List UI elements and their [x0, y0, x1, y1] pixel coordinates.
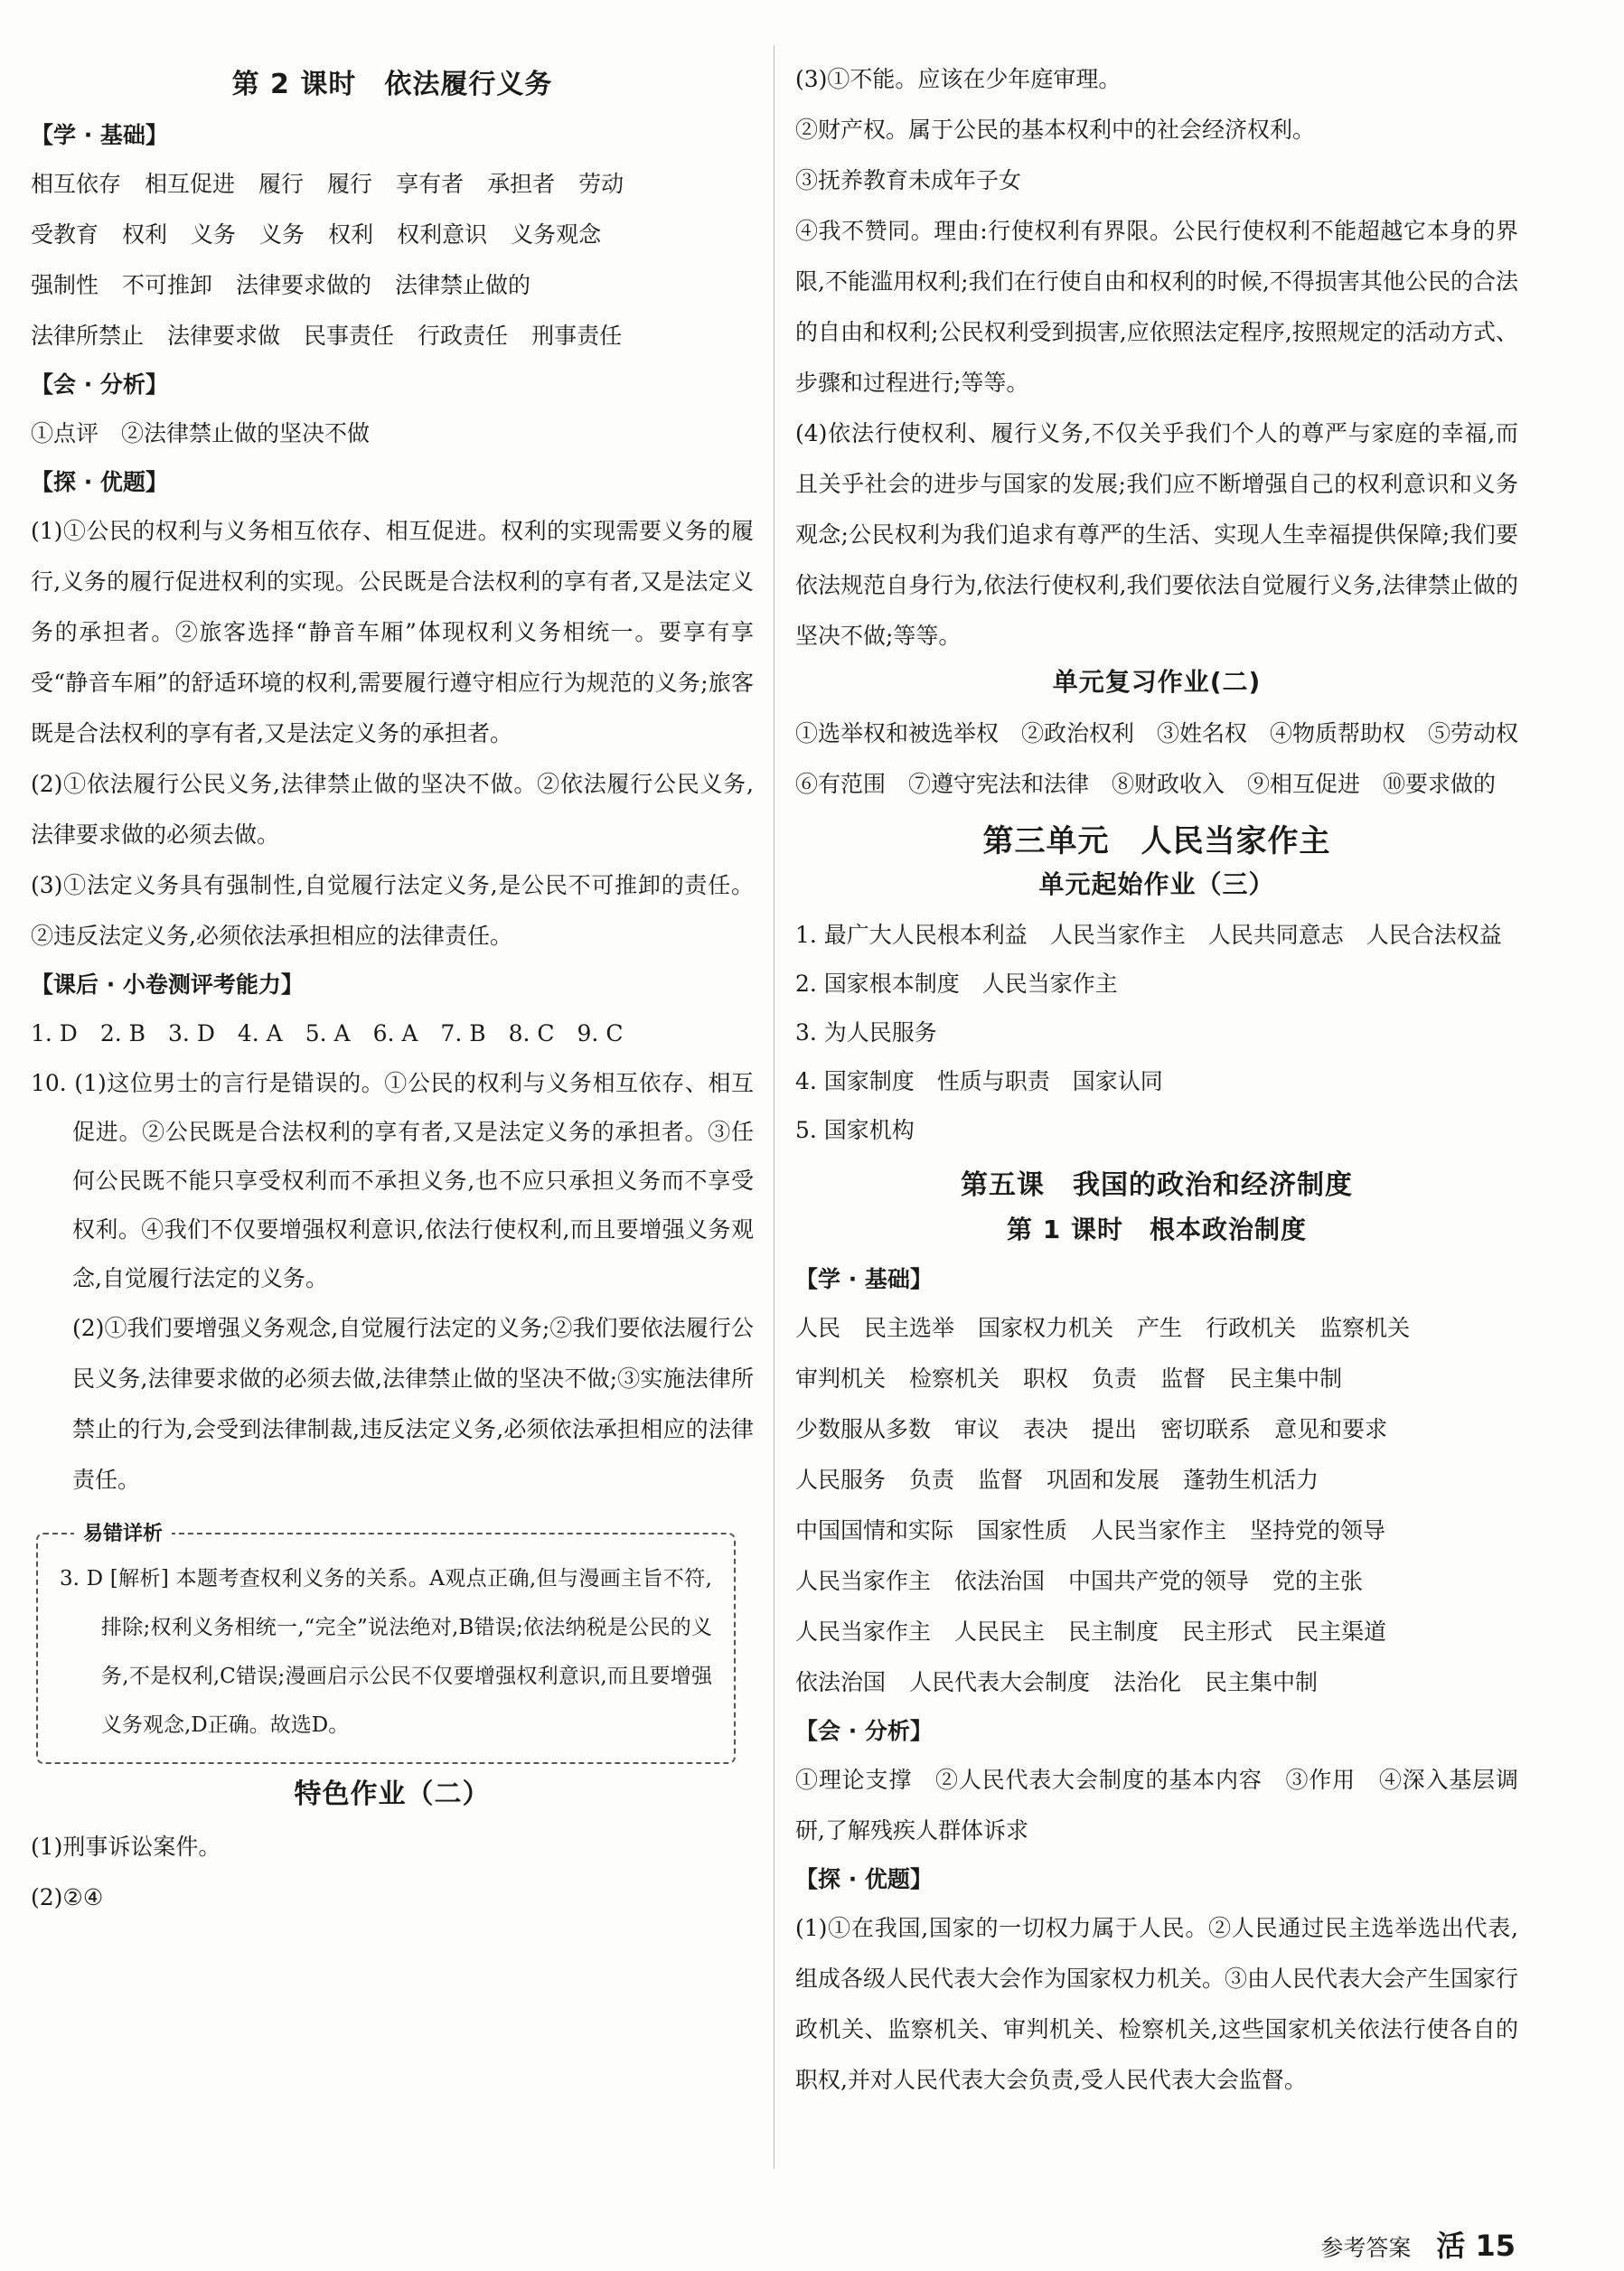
- answer-term: 法律所禁止: [31, 323, 145, 349]
- hui-answer: ①理论支撑 ②人民代表大会制度的基本内容 ③作用 ④深入基层调研,了解残疾人群体诉求: [795, 1767, 1518, 1844]
- answer-row: [31, 159, 754, 210]
- answer-row: [795, 1455, 1518, 1506]
- r4-answer: (4)依法行使权利、履行义务,不仅关乎我们个人的尊严与家庭的幸福,而且关乎社会的进步与国家的发展;我们应不断增强自己的权利意识和义务观念;公民权利为我们追求有尊严的生活、实现人生幸福提供保障;我们要依法规范自身行为,依法行使权利,我们要依法自觉履行义务,法律禁止做的坚决不做;等等。: [795, 420, 1518, 649]
- answer-term: 负责: [1092, 1365, 1138, 1392]
- answer-term: 法律禁止做的: [395, 272, 531, 298]
- section-label-hui: 【会 · 分析】: [31, 371, 168, 398]
- answer-term: 党的主张: [1272, 1568, 1364, 1594]
- answer-term: 劳动: [578, 171, 624, 197]
- tese-heading: 特色作业（二）: [294, 1778, 491, 1810]
- section-label-xue: 【学 · 基础】: [795, 1266, 933, 1292]
- answer-term: 民主集中制: [1205, 1669, 1319, 1695]
- section-label-xue: 【学 · 基础】: [31, 122, 168, 148]
- answer-term: 人民当家作主: [795, 1619, 932, 1645]
- error-analysis-text: 3. D [解析] 本题考查权利义务的关系。A观点正确,但与漫画主旨不符,排除;权利义务相统一,“完全”说法绝对,B错误;依法纳税是公民的义务,不是权利,C错误;漫画启示公民不仅要增强权利意识,而且要增强义务观念,D正确。故选D。: [60, 1567, 712, 1737]
- answer-row: [795, 1607, 1518, 1657]
- answer-term: 权利: [122, 221, 168, 248]
- unit-title: 第三单元 人民当家作主: [982, 823, 1331, 859]
- answer-term: 权利: [328, 221, 374, 248]
- answer-term: 履行: [327, 171, 373, 197]
- answer-term: 审议: [954, 1416, 1000, 1442]
- answer-term: 行政机关: [1206, 1315, 1297, 1341]
- answer-term: 相互促进: [145, 171, 236, 197]
- review-heading: 单元复习作业(二): [1052, 667, 1262, 697]
- answer-row: [795, 1303, 1518, 1354]
- q10-answer-2: (2)①我们要增强义务观念,自觉履行法定的义务;②我们要依法履行公民义务,法律要求做的必须去做,法律禁止做的坚决不做;③实施法律所禁止的行为,会受到法律制裁,违反法定义务,必须依法承担相应的法律责任。: [72, 1315, 754, 1493]
- answer-row: [31, 260, 754, 311]
- r3-answer-2: ②财产权。属于公民的基本权利中的社会经济权利。: [795, 117, 1316, 143]
- answer-row: [795, 1404, 1518, 1455]
- answer-term: 人民当家作主: [795, 1568, 932, 1594]
- answer-term: 民主制度: [1068, 1619, 1159, 1645]
- tan-answer-3: (3)①法定义务具有强制性,自觉履行法定义务,是公民不可推卸的责任。②违反法定义务,必须依法承担相应的法律责任。: [31, 872, 754, 949]
- r3-answer-4: ④我不赞同。理由:行使权利有界限。公民行使权利不能超越它本身的界限,不能滥用权利;我们在行使自由和权利的时候,不得损害其他公民的合法的自由和权利;公民权利受到损害,应依照法定程序,按照规定的活动方式、步骤和过程进行;等等。: [795, 218, 1518, 396]
- answer-term: 权利意识: [397, 221, 488, 248]
- xue-answer-rows: [31, 159, 754, 361]
- start-answer-item: 5. 国家机构: [795, 1117, 915, 1143]
- answer-term: 民事责任: [304, 323, 395, 349]
- xue-answer-rows: [795, 1303, 1518, 1708]
- answer-term: 履行: [258, 171, 305, 197]
- answer-term: 检察机关: [909, 1365, 1000, 1392]
- answer-term: 负责: [909, 1467, 955, 1493]
- answer-term: 中国共产党的领导: [1068, 1568, 1250, 1594]
- answer-term: 法律要求做: [167, 323, 281, 349]
- section-label-tan: 【探 · 优题】: [31, 469, 168, 495]
- answer-term: 法治化: [1113, 1669, 1182, 1695]
- answer-term: 人民: [795, 1315, 841, 1341]
- answer-term: 承担者: [487, 171, 556, 197]
- answer-term: 人民民主: [954, 1619, 1046, 1645]
- tese-answer-1: (1)刑事诉讼案件。: [31, 1834, 221, 1860]
- tan-answer-1: (1)①在我国,国家的一切权力属于人民。②人民通过民主选举选出代表,组成各级人民代表大会作为国家权力机关。③由人民代表大会产生国家行政机关、监察机关、审判机关、检察机关,这些国家机关依法行使各自的职权,并对人民代表大会负责,受人民代表大会监督。: [795, 1915, 1519, 2093]
- page-number: 活 15: [1436, 2229, 1516, 2263]
- tan-answer-2: (2)①依法履行公民义务,法律禁止做的坚决不做。②依法履行公民义务,法律要求做的必须去做。: [31, 771, 754, 848]
- q10-answer-1: 10. (1)这位男士的言行是错误的。①公民的权利与义务相互依存、相互促进。②公民既是合法权利的享有者,又是法定义务的承担者。③任何公民既不能只享受权利而不承担义务,也不应只承担义务而不享受权利。④我们不仅要增强权利意识,依法行使权利,而且要增强义务观念,自觉履行法定的义务。: [31, 1070, 754, 1291]
- section-label-tan: 【探 · 优题】: [795, 1866, 933, 1892]
- review-answers: ①选举权和被选举权 ②政治权利 ③姓名权 ④物质帮助权 ⑤劳动权 ⑥有范围 ⑦遵守宪法和法律 ⑧财政收入 ⑨相互促进 ⑩要求做的: [795, 720, 1542, 797]
- hui-answer: ①点评 ②法律禁止做的坚决不做: [31, 420, 371, 446]
- answer-term: 坚持党的领导: [1250, 1517, 1386, 1544]
- answer-term: 民主渠道: [1296, 1619, 1387, 1645]
- answer-term: 少数服从多数: [795, 1416, 932, 1442]
- answer-term: 民主集中制: [1229, 1365, 1343, 1392]
- answer-row: [795, 1556, 1518, 1607]
- answer-term: 职权: [1023, 1365, 1069, 1392]
- answer-term: 人民服务: [795, 1467, 887, 1493]
- answer-term: 人民当家作主: [1091, 1517, 1227, 1544]
- answer-term: 民主选举: [864, 1315, 955, 1341]
- answer-term: 强制性: [31, 272, 99, 298]
- answer-term: 提出: [1092, 1416, 1138, 1442]
- answer-row: [795, 1354, 1518, 1404]
- answer-term: 蓬勃生机活力: [1183, 1467, 1319, 1493]
- answer-term: 民主形式: [1182, 1619, 1273, 1645]
- error-analysis-box: [36, 1523, 736, 1764]
- answer-term: 义务: [259, 221, 305, 248]
- answer-term: 受教育: [31, 221, 99, 248]
- footer-label: 参考答案: [1320, 2235, 1412, 2261]
- answer-term: 法律要求做的: [236, 272, 372, 298]
- answer-row: [795, 1657, 1518, 1708]
- answer-term: 依法治国: [954, 1568, 1046, 1594]
- answer-term: 刑事责任: [531, 323, 623, 349]
- start-answer-item: 1. 最广大人民根本利益 人民当家作主 人民共同意志 人民合法权益: [795, 922, 1502, 948]
- answer-term: 义务观念: [511, 221, 602, 248]
- answer-term: 人民代表大会制度: [909, 1669, 1091, 1695]
- choice-answers: 1. D 2. B 3. D 4. A 5. A 6. A 7. B 8. C 9. C: [31, 1020, 624, 1046]
- error-analysis-title: 易错详析: [74, 1518, 172, 1546]
- answer-row: [31, 210, 754, 260]
- right-column: [795, 54, 1542, 2106]
- tan-answer-1: (1)①公民的权利与义务相互依存、相互促进。权利的实现需要义务的履行,义务的履行促进权利的实现。公民既是合法权利的享有者,又是法定义务的承担者。②旅客选择“静音车厢”体现权利义务相统一。要享有享受“静音车厢”的舒适环境的权利,需要履行遵守相应行为规范的义务;旅客既是合法权利的享有者,又是法定义务的承担者。: [31, 518, 754, 746]
- r3-answer-3: ③抚养教育未成年子女: [795, 167, 1022, 193]
- answer-term: 密切联系: [1160, 1416, 1252, 1442]
- left-column: [31, 54, 754, 1923]
- answer-term: 监督: [1160, 1365, 1206, 1392]
- answer-term: 产生: [1137, 1315, 1183, 1341]
- r3-answer-1: (3)①不能。应该在少年庭审理。: [795, 66, 1122, 92]
- answer-term: 巩固和发展: [1047, 1467, 1160, 1493]
- answer-term: 依法治国: [795, 1669, 887, 1695]
- answer-term: 相互依存: [31, 171, 122, 197]
- tese-answer-2: (2)②④: [31, 1884, 104, 1910]
- answer-term: 义务: [191, 221, 237, 248]
- answer-term: 国家权力机关: [978, 1315, 1114, 1341]
- section-label-kehou: 【课后 · 小卷测评考能力】: [31, 971, 304, 998]
- start-answer-item: 2. 国家根本制度 人民当家作主: [795, 971, 1118, 997]
- answer-row: [795, 1506, 1518, 1556]
- answer-term: 审判机关: [795, 1365, 887, 1392]
- lesson-five-subtitle: 第 1 课时 根本政治制度: [1007, 1215, 1307, 1244]
- answer-term: 不可推卸: [122, 272, 213, 298]
- start-answer-item: 4. 国家制度 性质与职责 国家认同: [795, 1068, 1163, 1094]
- lesson-five-title: 第五课 我国的政治和经济制度: [961, 1169, 1353, 1201]
- section-label-hui: 【会 · 分析】: [795, 1718, 933, 1744]
- answer-term: 享有者: [396, 171, 465, 197]
- answer-term: 监察机关: [1319, 1315, 1411, 1341]
- start-answer-item: 3. 为人民服务: [795, 1019, 937, 1046]
- answer-row: [31, 311, 754, 361]
- answer-term: 中国国情和实际: [795, 1517, 954, 1544]
- start-answer-list: [795, 911, 1518, 1155]
- answer-term: 国家性质: [977, 1517, 1068, 1544]
- lesson-heading: 第 2 课时 依法履行义务: [231, 69, 553, 100]
- answer-term: 监督: [978, 1467, 1024, 1493]
- answer-term: 意见和要求: [1274, 1416, 1388, 1442]
- answer-term: 表决: [1023, 1416, 1069, 1442]
- page-footer: [1320, 2223, 1516, 2265]
- answer-term: 行政责任: [418, 323, 509, 349]
- start-heading: 单元起始作业（三）: [1038, 869, 1275, 899]
